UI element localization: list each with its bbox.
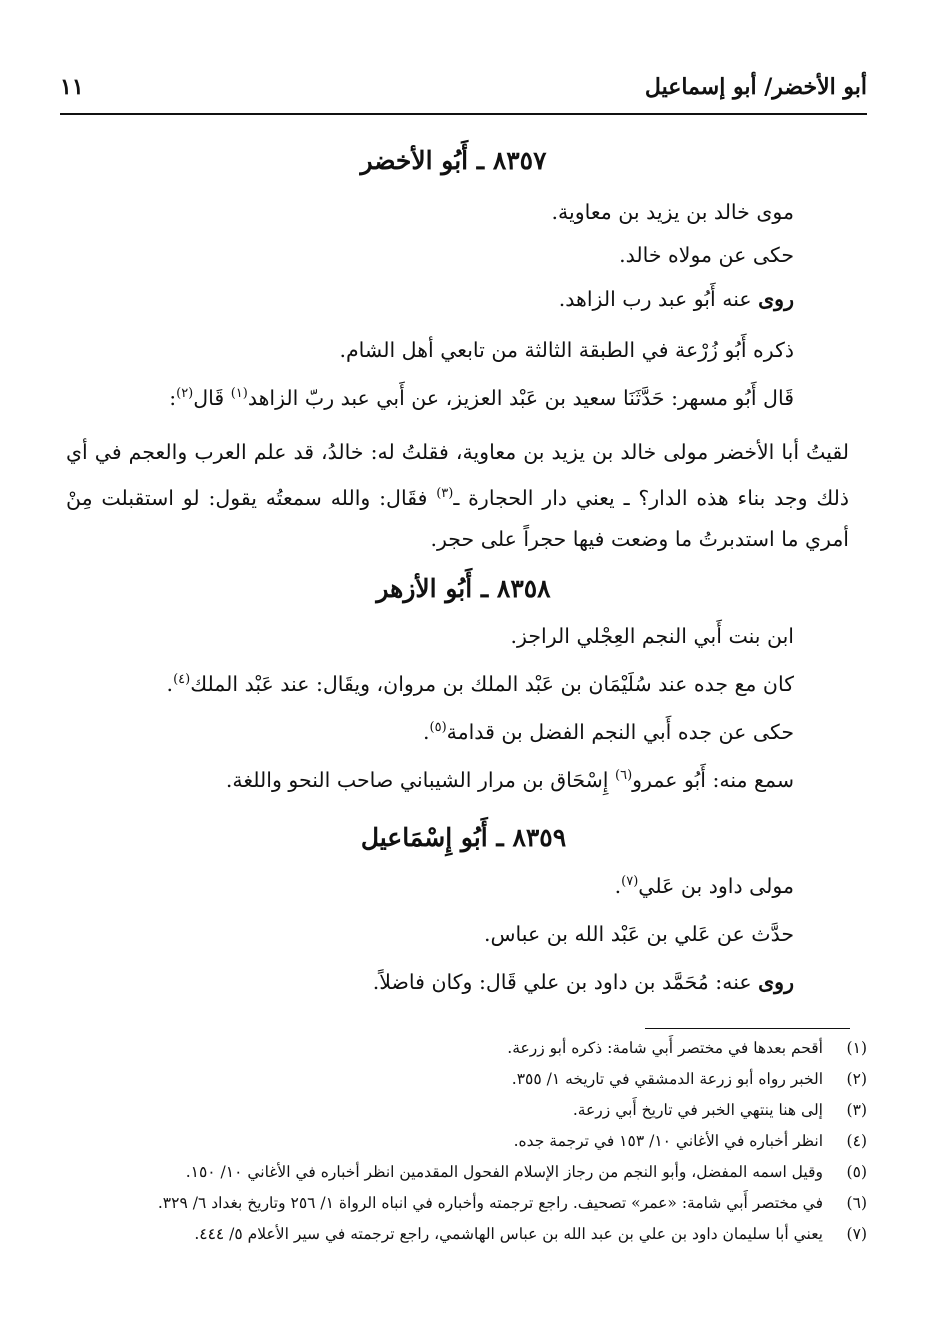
footnote-number: (١) [846,1039,867,1057]
footnote-text: يعني أبا سليمان داود بن علي بن عبد الله بن عباس الهاشمي، راجع ترجمته في سير الأعلام ٥/ ٤٤٤. [194,1225,823,1243]
quote-paragraph: لقيتُ أبا الأخضر مولى خالد بن يزيد بن معاوية، فقلتُ له: خالدُ، قد علم العرب والعجم في أي ذلك وجد بناء هذه الدار؟ ـ يعني دار الحجارة ـ$^{(٣)}$ فقَال: والله سمعتُه يقول: لو استقبلت مِنْ أمري ما استدبرتُ ما وضعت فيها حجراً على حجر. [66,440,849,551]
footnote-text: انظر أخباره في الأغاني ١٠/ ١٥٣ في ترجمة جده. [513,1132,823,1150]
footnote-ref: (٣) [436,486,454,501]
body-line: سمع منه: أَبُو عمرو$^{(٦)}$ إِسْحَاق بن مرار الشيباني صاحب النحو واللغة. [225,768,794,792]
footnote-ref: (٥) [429,720,447,736]
body-line: حكى عن جده أَبي النجم الفضل بن قدامة$^{(٥)}$. [422,720,794,744]
footnote-text: إلى هنا ينتهي الخبر في تاريخ أَبي زرعة. [572,1101,823,1119]
footnote [60,1194,867,1225]
footnote [60,1039,867,1070]
footnote-number: (٧) [846,1225,867,1243]
footnote-number: (٤) [846,1132,867,1150]
footnote [60,1101,867,1132]
entry-title: ٨٣٥٨ ـ أَبُو الأزهر [376,574,551,603]
footnote-number: (٢) [846,1070,867,1088]
body-line: موى خالد بن يزيد بن معاوية. [551,200,794,224]
page-header [60,74,867,108]
body-line: قَال أَبُو مسهر: حَدَّثَنَا سعيد بن عَبْد العزيز، عن أَبي عبد ربّ الزاهد$^{(١)}$ قَال$^{(٢)}$: [169,386,794,410]
footnote [60,1225,867,1256]
keyword-rawa: روى [758,287,794,311]
footnote-number: (٥) [846,1163,867,1181]
footnote-ref: (١) [230,386,248,402]
footnote-text: أقحم بعدها في مختصر أَبي شامة: ذكره أبو زرعة. [507,1039,823,1057]
body-line: حدَّث عن عَلي بن عَبْد الله بن عباس. [483,922,794,946]
footnote-ref: (٢) [176,386,194,402]
page-number: ١١ [60,74,84,100]
entry-title: ٨٣٥٧ ـ أَبُو الأخضر [360,146,547,175]
body-line: كان مع جده عند سُلَيْمَان بن عَبْد الملك بن مروان، ويقَال: عند عَبْد الملك$^{(٤)}$. [166,672,794,696]
footnote-text: الخبر رواه أبو زرعة الدمشقي في تاريخه ١/ ٣٥٥. [511,1070,823,1088]
footnote-ref: (٦) [615,768,633,784]
body-line: ذكره أَبُو زُرْعة في الطبقة الثالثة من تابعي أهل الشام. [339,338,794,362]
footnote-rule [645,1028,850,1029]
footnote-number: (٦) [846,1194,867,1212]
footnote-number: (٣) [846,1101,867,1119]
entry-title: ٨٣٥٩ ـ أَبُو إِسْمَاعيل [360,823,567,852]
footnote [60,1070,867,1101]
body-line: روى عنه: مُحَمَّد بن داود بن علي قَال: وكان فاضلاً. [372,970,794,994]
footnote [60,1132,867,1163]
footnote [60,1163,867,1194]
footnotes [60,1039,867,1256]
keyword-rawa: روى [758,970,794,994]
footnote-ref: (٧) [621,874,639,890]
footnote-ref: (٤) [173,672,191,688]
footnote-text: في مختصر أَبي شامة: «عمر» تصحيف. راجع ترجمته وأخباره في انباه الرواة ١/ ٢٥٦ وتاريخ بغداد ٦/ ٣٢٩. [157,1194,823,1212]
body-line: مولى داود بن عَلي$^{(٧)}$. [614,874,794,898]
body-line: روى عنه أَبُو عبد رب الزاهد. [558,287,794,311]
running-title: أبو الأخضر/ أبو إسماعيل [644,74,867,100]
body-line: ابن بنت أَبي النجم العِجْلي الراجز. [510,624,794,648]
header-rule [60,113,867,115]
footnote-text: وقيل اسمه المفضل، وأبو النجم من رجاز الإسلام الفحول المقدمين انظر أخباره في الأغاني ١٠/ ١٥٠. [185,1163,823,1181]
body-line: حكى عن مولاه خالد. [619,243,794,267]
